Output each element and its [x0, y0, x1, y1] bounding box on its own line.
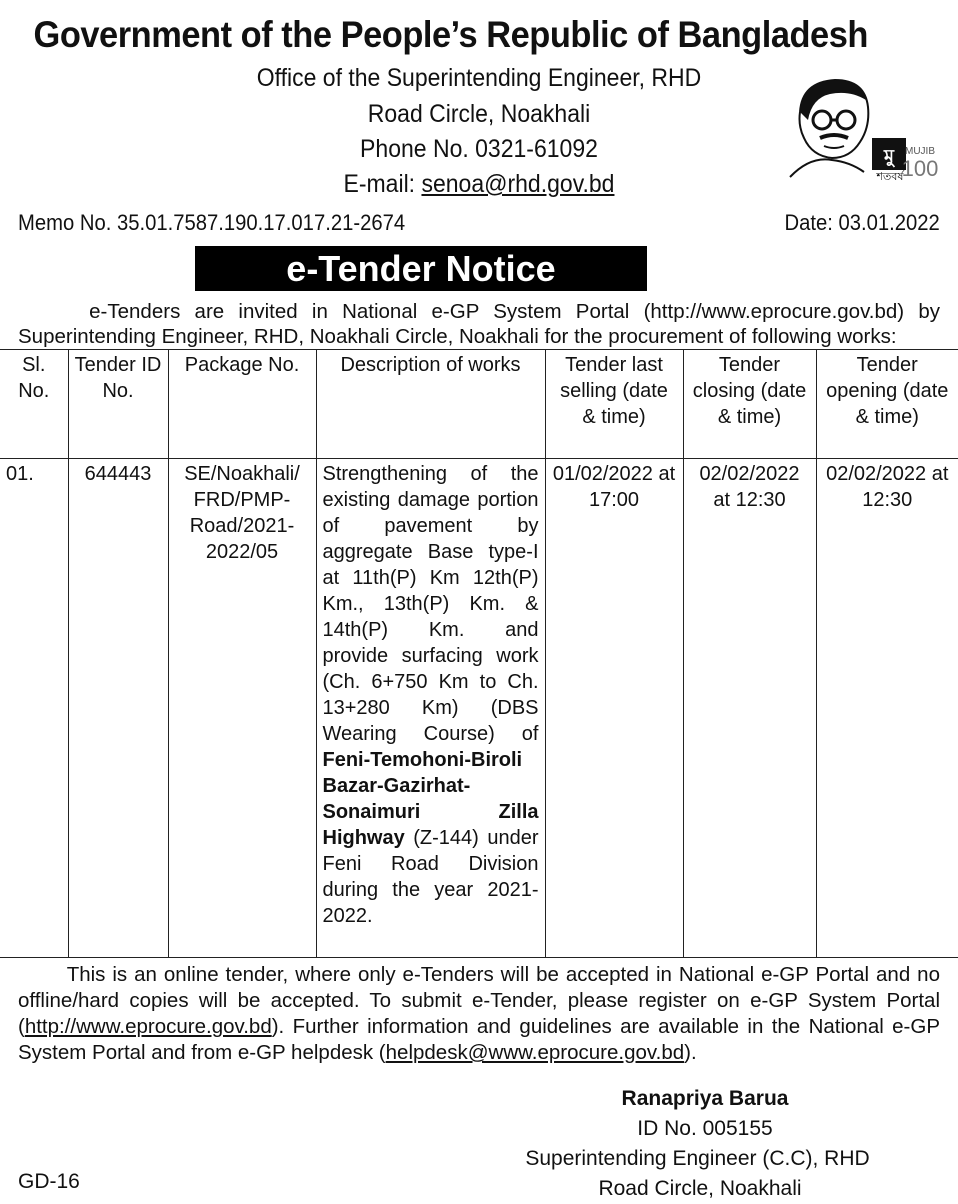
- signature-block: [500, 1084, 950, 1204]
- page-title: Government of the People’s Republic of Bangladesh: [33, 14, 868, 55]
- office-name: Office of the Superintending Engineer, RHD: [256, 64, 702, 92]
- memo-number: Memo No. 35.01.7587.190.17.017.21-2674: [18, 210, 406, 235]
- gd-code: GD-16: [18, 1170, 80, 1193]
- intro-line-2: Superintending Engineer, RHD, Noakhali Circle, Noakhali for the procurement of following works:: [18, 325, 897, 348]
- intro-line-1: e-Tenders are invited in National e-GP System Portal (http://www.eprocure.gov.bd) by: [89, 300, 941, 323]
- mujib-100-logo: [780, 72, 940, 182]
- table-header-row: [0, 350, 958, 459]
- notice-banner: e-Tender Notice: [195, 246, 647, 291]
- helpdesk-link[interactable]: helpdesk@www.eprocure.gov.bd: [385, 1041, 685, 1064]
- office-phone: Phone No. 0321-61092: [360, 135, 598, 163]
- col-header-description: Description of works: [316, 350, 545, 459]
- cell-package: SE/Noakhali/ FRD/PMP-Road/2021-2022/05: [168, 459, 316, 958]
- intro-paragraph: [18, 299, 940, 349]
- cell-closing: 02/02/2022 at 12:30: [683, 459, 816, 958]
- footer-paragraph: This is an online tender, where only e-Tenders will be accepted in National e-GP Portal and no offline/hard copies will be accepted. To submit e-Tender, please register on e-GP System Portal (http://www.eprocure.gov.bd). Further information and guidelines are available in the National e-GP System Portal and from e-GP helpdesk (helpdesk@www.eprocure.gov.bd).: [18, 963, 940, 1064]
- office-circle: Road Circle, Noakhali: [367, 100, 591, 128]
- cell-selling: 01/02/2022 at 17:00: [545, 459, 683, 958]
- cell-sl: 01.: [0, 459, 68, 958]
- signatory-office: Road Circle, Noakhali: [598, 1177, 802, 1200]
- col-header-opening: Tender opening (date & time): [816, 350, 958, 459]
- col-header-selling: Tender last selling (date & time): [545, 350, 683, 459]
- svg-text:MUJIB: MUJIB: [905, 146, 935, 157]
- email-label: E-mail:: [343, 170, 422, 198]
- svg-text:মু: মু: [884, 146, 894, 167]
- eprocure-link[interactable]: http://www.eprocure.gov.bd: [24, 1015, 272, 1038]
- tender-table: [0, 349, 958, 958]
- email-link[interactable]: senoa@rhd.gov.bd: [421, 170, 615, 198]
- cell-tender-id: 644443: [68, 459, 168, 958]
- description-text-end: (Z-144) under Feni Road Division during the year 2021-2022.: [322, 827, 539, 927]
- table-row: [0, 459, 958, 958]
- svg-text:শতবর্ষ: শতবর্ষ: [876, 170, 904, 182]
- description-text: Strengthening of the existing damage portion of pavement by aggregate Base type-I at 11th(P) Km 12th(P) Km., 13th(P) Km. & 14th(P) Km. and provide surfacing work (Ch. 6+750 Km to Ch. 13+280 Km) (DBS Wearing Course) of: [322, 463, 539, 745]
- col-header-sl: Sl. No.: [0, 350, 68, 459]
- notice-date: Date: 03.01.2022: [784, 210, 940, 235]
- col-header-closing: Tender closing (date & time): [683, 350, 816, 459]
- col-header-tender-id: Tender ID No.: [68, 350, 168, 459]
- svg-text:100: 100: [901, 156, 939, 181]
- signatory-name: Ranapriya Barua: [621, 1087, 789, 1110]
- cell-description: [316, 459, 545, 958]
- description-road-name: Feni-Temohoni-Biroli Bazar-Gazirhat-Sonaimuri Zilla Highway: [322, 749, 539, 849]
- signatory-id: ID No. 005155: [637, 1117, 773, 1140]
- signatory-designation: Superintending Engineer (C.C), RHD: [525, 1147, 870, 1170]
- col-header-package: Package No.: [168, 350, 316, 459]
- cell-opening: 02/02/2022 at 12:30: [816, 459, 958, 958]
